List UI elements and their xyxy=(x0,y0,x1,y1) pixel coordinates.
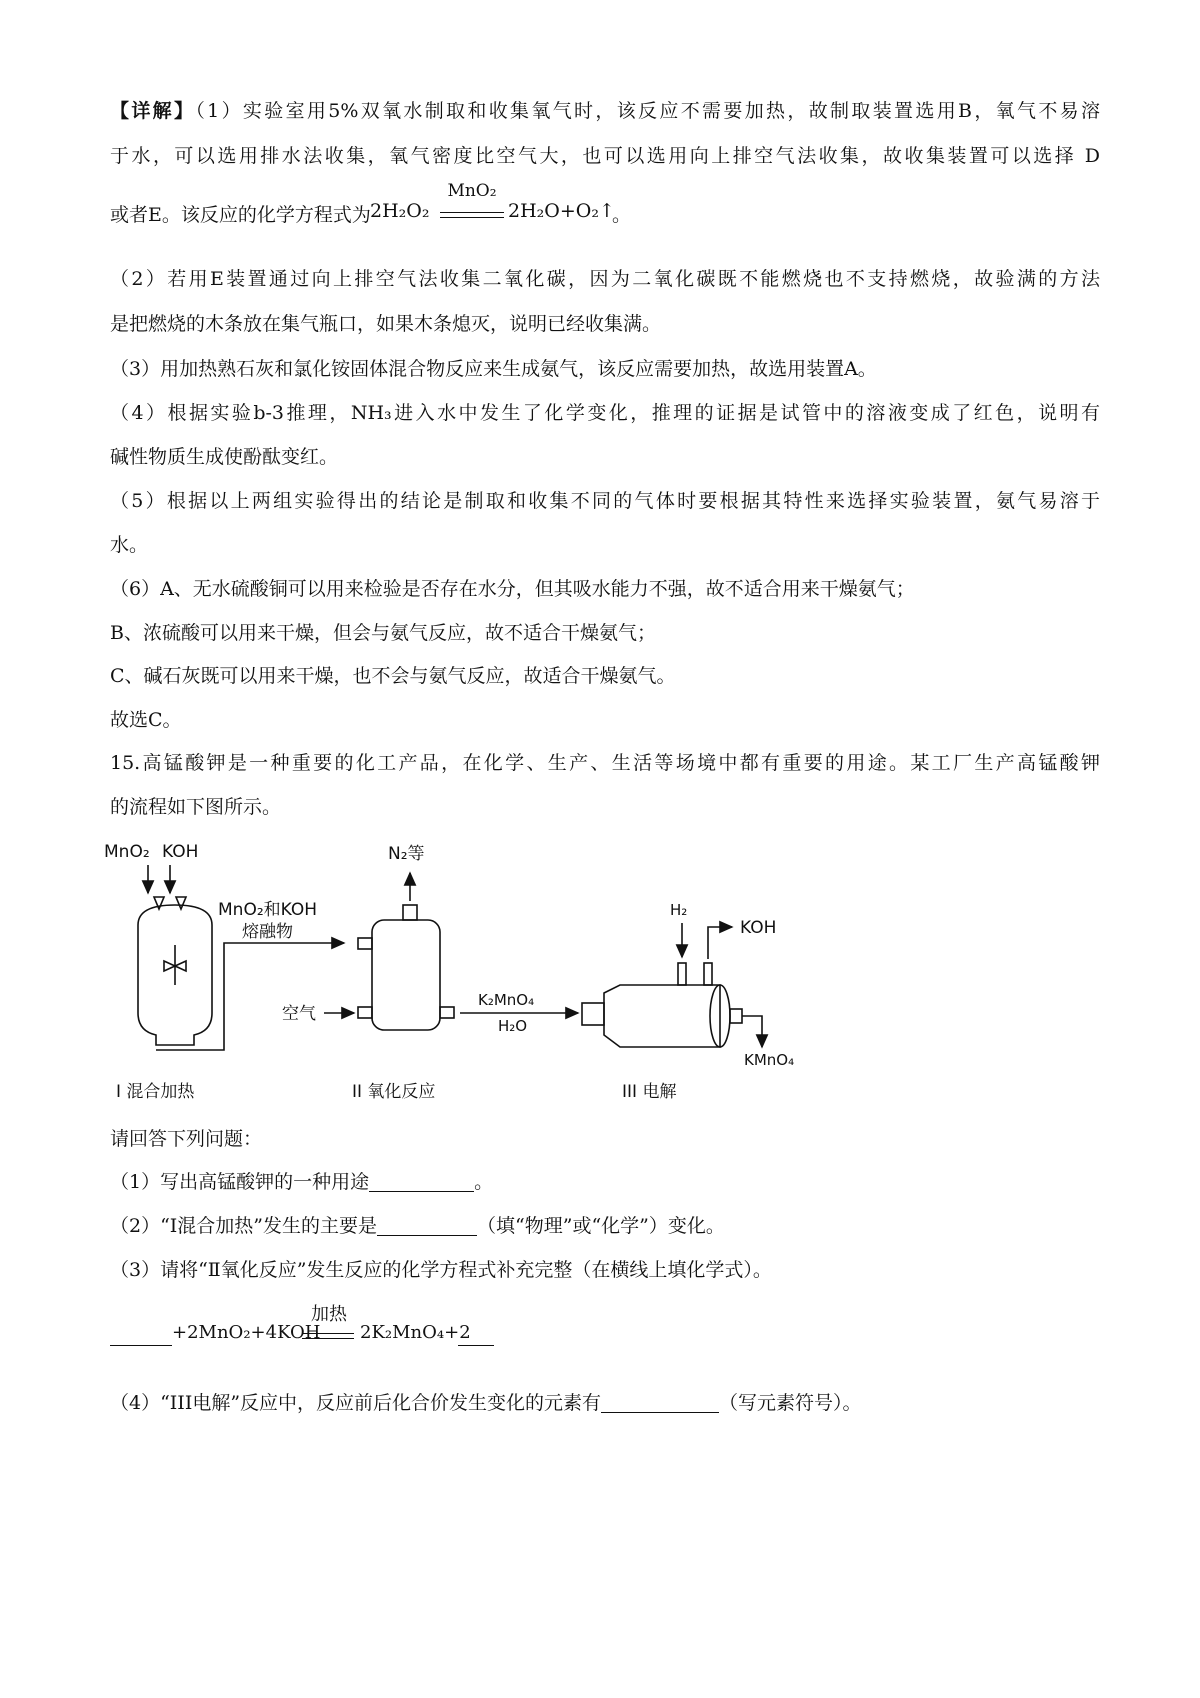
detail-p2-line1: （2）若用E装置通过向上排空气法收集二氧化碳，因为二氧化碳既不能燃烧也不支持燃烧，故验满的方法 xyxy=(110,268,1100,290)
q2-suffix: （填“物理”或“化学”）变化。 xyxy=(477,1215,725,1237)
q2-answer-blank[interactable] xyxy=(377,1215,477,1236)
eq1-end: 。 xyxy=(612,204,632,226)
detail-p6-b: B、浓硫酸可以用来干燥，但会与氨气反应，故不适合干燥氨气； xyxy=(110,622,656,644)
detail-heading: 【详解】 xyxy=(110,100,196,122)
detail-p2-line2: 是把燃烧的木条放在集气瓶口，如果木条熄灭，说明已经收集满。 xyxy=(110,313,662,335)
q15-stem-line2: 的流程如下图所示。 xyxy=(110,796,282,818)
q1-text: （1）写出高锰酸钾的一种用途 xyxy=(110,1171,370,1193)
detail-p5-line1: （5）根据以上两组实验得出的结论是制取和收集不同的气体时要根据其特性来选择实验装置，氨气易溶于 xyxy=(110,490,1100,512)
eq2-left: +2MnO₂+4KOH xyxy=(172,1322,321,1343)
process-flow-diagram xyxy=(100,835,900,1110)
eq2-reactant-blank[interactable] xyxy=(110,1325,172,1346)
eq2-product-blank[interactable] xyxy=(458,1325,494,1346)
oxidation-reactor xyxy=(358,905,454,1030)
detail-p4-line2: 碱性物质生成使酚酞变红。 xyxy=(110,446,339,468)
q1-suffix: 。 xyxy=(474,1171,494,1193)
electrolysis-cell xyxy=(582,963,742,1047)
mixing-reactor xyxy=(138,897,212,1045)
q15-q3: （3）请将“Ⅱ氧化反应”发生反应的化学方程式补充完整（在横线上填化学式）。 xyxy=(110,1259,772,1281)
q4-suffix: （写元素符号）。 xyxy=(719,1392,862,1414)
kmno4-output-arrow xyxy=(742,1016,762,1047)
eq2-right: 2K₂MnO₄+2 xyxy=(360,1322,471,1343)
label-mno2-input: MnO₂ xyxy=(104,842,150,862)
label-koh-input: KOH xyxy=(162,842,199,862)
q4-answer-blank[interactable] xyxy=(601,1392,719,1413)
detail-p1-line1 xyxy=(110,96,1100,126)
q4-text: （4）“III电解”反应中，反应前后化合价发生变化的元素有 xyxy=(110,1392,602,1414)
melt-transfer-pipe xyxy=(156,943,344,1050)
q15-q4 xyxy=(110,1388,1100,1418)
label-step1: I 混合加热 xyxy=(116,1082,195,1102)
q15-q1 xyxy=(110,1167,1100,1197)
detail-p1-text: （1）实验室用5%双氧水制取和收集氧气时，该反应不需要加热，故制取装置选用B，氧气不易溶 xyxy=(195,100,1100,122)
label-h2o: H₂O xyxy=(498,1017,528,1035)
detail-p6-a: （6）A、无水硫酸铜可以用来检验是否存在水分，但其吸水能力不强，故不适合用来干燥氨气； xyxy=(110,578,915,600)
q15-stem-line1: 15.高锰酸钾是一种重要的化工产品，在化学、生产、生活等场境中都有重要的用途。某工厂生产高锰酸钾 xyxy=(110,752,1100,774)
detail-p4-line1: （4）根据实验b-3推理，NH₃进入水中发生了化学变化，推理的证据是试管中的溶液变成了红色，说明有 xyxy=(110,402,1100,424)
detail-answer: 故选C。 xyxy=(110,709,182,731)
label-step2: II 氧化反应 xyxy=(352,1082,436,1102)
label-air: 空气 xyxy=(282,1004,316,1024)
q1-answer-blank[interactable] xyxy=(369,1171,474,1192)
q15-prompt: 请回答下列问题： xyxy=(110,1128,263,1150)
detail-p1-line2: 于水，可以选用排水法收集，氧气密度比空气大，也可以选用向上排空气法收集，故收集装置可以选择 D xyxy=(110,145,1100,167)
label-h2: H₂ xyxy=(670,901,688,919)
label-step3: III 电解 xyxy=(622,1082,677,1102)
eq1-left: 2H₂O₂ xyxy=(370,200,430,222)
label-melt-line2: 熔融物 xyxy=(242,922,293,942)
label-melt-line1: MnO₂和KOH xyxy=(218,900,318,920)
label-koh-output: KOH xyxy=(740,918,777,938)
eq1-condition: MnO₂ xyxy=(447,181,497,201)
koh-output-arrow xyxy=(708,927,732,959)
label-k2mno4: K₂MnO₄ xyxy=(478,991,535,1009)
detail-p1-line3: 或者E。该反应的化学方程式为 xyxy=(110,204,371,226)
eq1-right: 2H₂O+O₂↑ xyxy=(508,200,615,222)
q15-q2 xyxy=(110,1211,1100,1241)
detail-p6-c: C、碱石灰既可以用来干燥，也不会与氨气反应，故适合干燥氨气。 xyxy=(110,665,676,687)
label-kmno4-output: KMnO₄ xyxy=(744,1051,795,1069)
detail-p3: （3）用加热熟石灰和氯化铵固体混合物反应来生成氨气，该反应需要加热，故选用装置A。 xyxy=(110,358,877,380)
q2-text: （2）“I混合加热”发生的主要是 xyxy=(110,1215,378,1237)
eq1-equals-sign xyxy=(440,212,504,218)
eq2-condition: 加热 xyxy=(311,1304,347,1325)
detail-p5-line2: 水。 xyxy=(110,534,149,556)
label-n2-output: N₂等 xyxy=(388,844,425,864)
eq2-equals-sign xyxy=(302,1333,354,1339)
